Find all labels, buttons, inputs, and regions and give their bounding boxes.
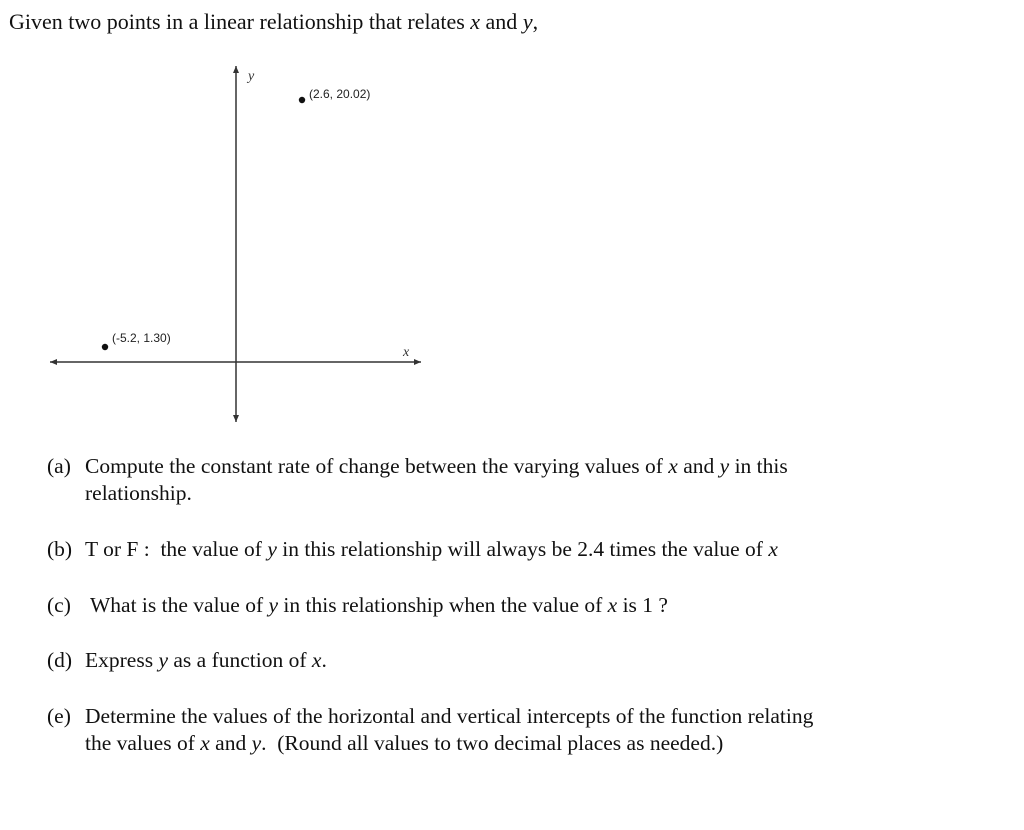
x-axis-label: x [403, 345, 410, 360]
question-e-line-1: Determine the values of the horizontal and vertical intercepts of the function relating [85, 704, 814, 728]
question-c-text-2: in this relationship when the value of [278, 593, 608, 617]
question-d-var-y: y [158, 648, 168, 672]
question-e-text-1: the values of [85, 731, 201, 755]
question-d-text-2: as a function of [168, 648, 312, 672]
question-b-text-1: T or F : the value of [85, 537, 268, 561]
question-b-letter: (b) [47, 537, 73, 561]
question-e-var-x: x [200, 731, 210, 755]
intro-var-y: y [522, 9, 533, 34]
question-d-letter: (d) [47, 648, 73, 672]
question-c-letter: (c) [47, 593, 71, 617]
question-e-var-y: y [251, 731, 262, 755]
question-a-var-y: y [719, 454, 730, 478]
question-a-text-2: and [677, 454, 720, 478]
question-c-text-3: is 1 ? [617, 593, 668, 617]
intro-text-part-2: and [480, 9, 523, 34]
question-a [47, 453, 788, 507]
y-axis-label: y [248, 69, 255, 84]
question-a-var-x: x [668, 454, 678, 478]
point-upper-dot [299, 97, 305, 103]
question-a-line-2: relationship. [85, 481, 192, 505]
question-c-var-x: x [607, 593, 618, 617]
intro-text-part-1: Given two points in a linear relationship that relates [9, 9, 471, 34]
question-a-text-3: in this [729, 454, 788, 478]
question-e-text-2: and [209, 731, 252, 755]
question-a-text-1: Compute the constant rate of change between the varying values of [85, 454, 669, 478]
question-b-var-y: y [267, 537, 277, 561]
intro-var-x: x [470, 9, 481, 34]
question-e-letter: (e) [47, 704, 71, 728]
intro-text-part-3: , [532, 9, 539, 34]
question-c [47, 592, 668, 619]
question-e-line-2 [47, 730, 813, 757]
question-d-text-1: Express [85, 648, 159, 672]
point-lower-dot [102, 344, 108, 350]
question-e-text-3: . (Round all values to two decimal places as needed.) [261, 731, 724, 755]
question-b-var-x: x [768, 537, 778, 561]
question-d-var-x: x [311, 648, 322, 672]
question-c-text-1: What is the value of [85, 593, 269, 617]
question-d-text-3: . [321, 648, 327, 672]
question-c-var-y: y [268, 593, 279, 617]
question-a-letter: (a) [47, 454, 71, 478]
point-upper-label: (2.6, 20.02) [309, 87, 371, 101]
question-b [47, 536, 778, 563]
question-b-text-2: in this relationship will always be 2.4 times the value of [276, 537, 769, 561]
point-lower-label: (-5.2, 1.30) [112, 331, 171, 345]
question-e [47, 703, 813, 757]
question-d [47, 647, 327, 674]
